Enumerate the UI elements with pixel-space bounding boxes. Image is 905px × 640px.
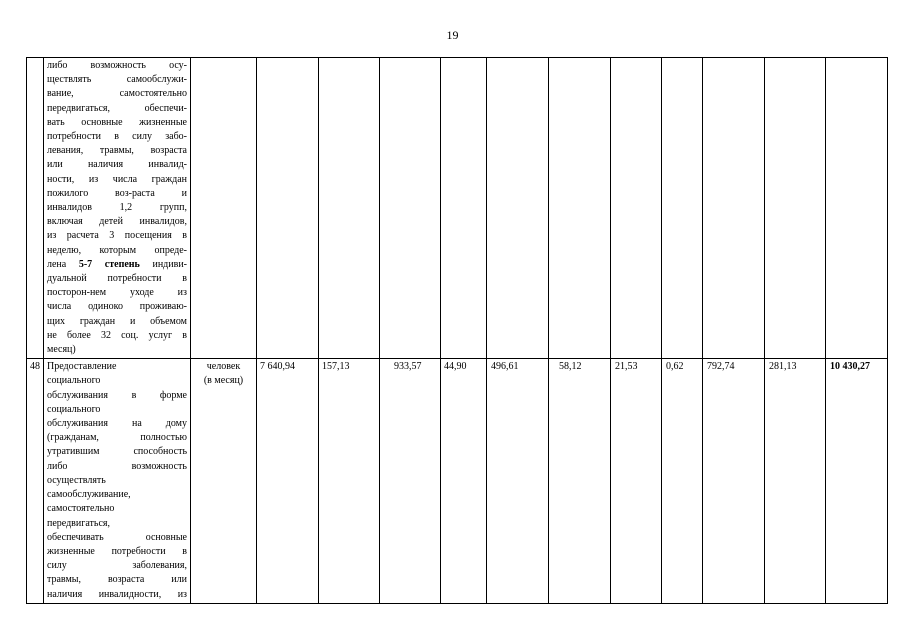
- unit-period: (в месяц): [203, 375, 244, 387]
- description-line: либо возможность осу-: [47, 60, 187, 71]
- description-line: осуществлять: [47, 474, 106, 486]
- value-cell: [441, 58, 487, 359]
- description-line: потребности в силу забо-: [47, 131, 187, 143]
- description-line: либо возможность: [47, 460, 187, 472]
- value-cell: [549, 58, 611, 359]
- service-description: [44, 58, 191, 359]
- value-cell: 157,13: [319, 359, 380, 603]
- bold-degree: 5-7 степень: [78, 258, 140, 270]
- service-description: [44, 359, 191, 603]
- description-line: числа одиноко проживаю-: [47, 301, 187, 313]
- table-row: [27, 58, 888, 359]
- description-line: из расчета 3 посещения в: [47, 230, 187, 242]
- value-cell: [487, 58, 549, 359]
- value-cell: 933,57: [380, 359, 441, 603]
- description-line: вание, самостоятельно: [47, 88, 187, 100]
- value-cell: 7 640,94: [257, 359, 319, 603]
- description-line: силу заболевания,: [47, 560, 187, 572]
- description-line: щих граждан и объемом: [47, 315, 187, 327]
- description-line: самостоятельно: [47, 503, 115, 515]
- description-line: самообслуживание,: [47, 489, 131, 501]
- value-cell: 21,53: [611, 359, 662, 603]
- description-line: (гражданам, полностью: [47, 432, 187, 444]
- description-line: обеспечивать основные: [47, 531, 187, 543]
- description-line: обслуживания на дому: [47, 418, 187, 430]
- description-line: передвигаться, обеспечи-: [47, 102, 187, 114]
- description-line: или наличия инвалид-: [47, 159, 187, 171]
- value-cell: [257, 58, 319, 359]
- row-number: 48: [27, 359, 44, 603]
- value-cell: [662, 58, 703, 359]
- unit-label: человек: [206, 361, 241, 373]
- description-line: дуальной потребности в: [47, 273, 187, 285]
- total-cell: [826, 58, 888, 359]
- page-number: 19: [446, 28, 459, 42]
- value-cell: 44,90: [441, 359, 487, 603]
- description-line: социального: [47, 403, 101, 415]
- value-cell: [703, 58, 765, 359]
- description-line: обслуживания в форме: [47, 389, 187, 401]
- description-line-with-bold: [47, 258, 187, 272]
- description-line: Предоставление: [47, 361, 117, 373]
- total-cell: 10 430,27: [826, 359, 888, 603]
- description-line: травмы, возраста или: [47, 574, 187, 586]
- unit-cell: [191, 58, 257, 359]
- value-cell: [319, 58, 380, 359]
- description-line: передвигаться,: [47, 517, 111, 529]
- row-number: [27, 58, 44, 359]
- cost-table: [26, 57, 888, 604]
- description-line: утратившим способность: [47, 446, 187, 458]
- value-cell: [611, 58, 662, 359]
- value-cell: 496,61: [487, 359, 549, 603]
- value-cell: 0,62: [662, 359, 703, 603]
- description-line: социального: [47, 375, 101, 387]
- description-line: месяц): [47, 344, 76, 356]
- table-row: [27, 359, 888, 603]
- description-line: неделю, которым опреде-: [47, 244, 187, 256]
- value-cell: 281,13: [765, 359, 826, 603]
- value-cell: [380, 58, 441, 359]
- description-line: включая детей инвалидов,: [47, 216, 187, 228]
- description-line: посторон-нем уходе из: [47, 287, 187, 299]
- description-line: левания, травмы, возраста: [47, 145, 187, 157]
- description-line: наличия инвалидности, из: [47, 588, 187, 600]
- unit-cell: [191, 359, 257, 603]
- description-text: лена: [47, 258, 79, 270]
- description-text: индиви-: [139, 258, 188, 270]
- value-cell: 58,12: [549, 359, 611, 603]
- value-cell: [765, 58, 826, 359]
- value-cell: 792,74: [703, 359, 765, 603]
- description-line: жизненные потребности в: [47, 545, 187, 557]
- description-line: пожилого воз-раста и: [47, 187, 187, 199]
- description-line: ществлять самообслужи-: [47, 74, 187, 86]
- description-line: вать основные жизненные: [47, 116, 187, 128]
- description-line: ности, из числа граждан: [47, 173, 187, 185]
- description-line: инвалидов 1,2 групп,: [47, 202, 187, 214]
- description-line: не более 32 соц. услуг в: [47, 329, 187, 341]
